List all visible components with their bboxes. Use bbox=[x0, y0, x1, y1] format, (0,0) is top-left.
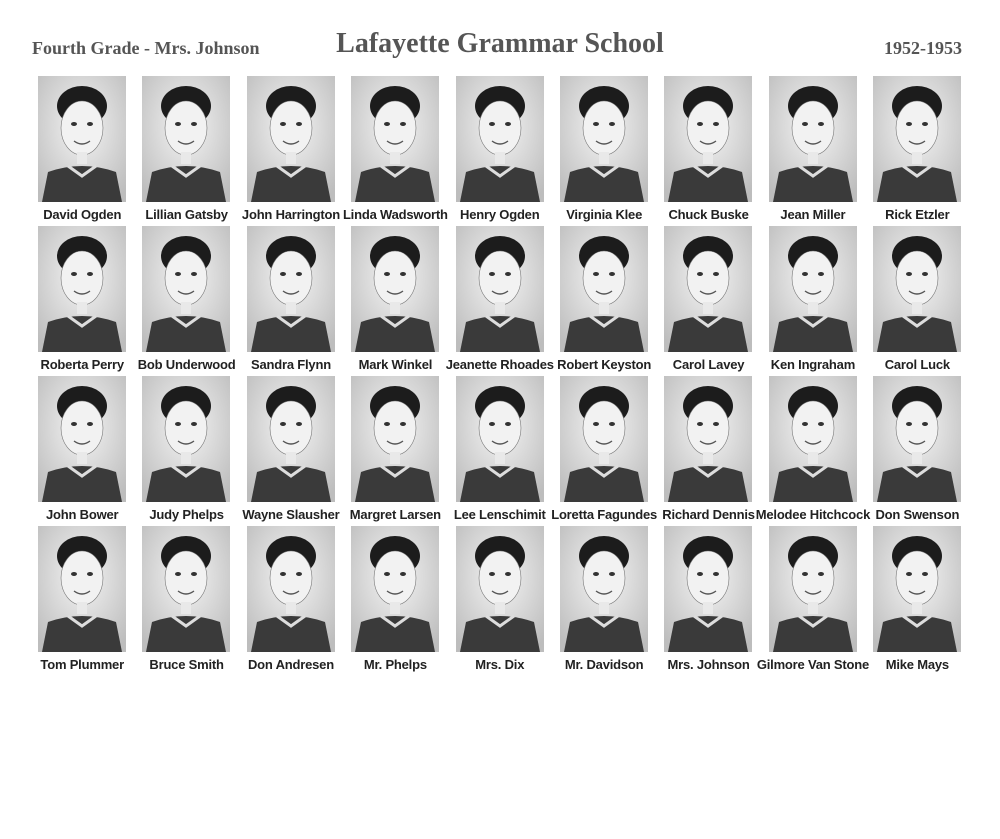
portrait-name: Mr. Phelps bbox=[363, 657, 427, 672]
school-title: Lafayette Grammar School bbox=[336, 28, 664, 59]
portrait-photo bbox=[38, 226, 126, 352]
portrait-card bbox=[756, 526, 870, 676]
portrait-name: Linda Wadsworth bbox=[342, 207, 448, 222]
portrait-card bbox=[552, 526, 656, 676]
school-year: 1952-1953 bbox=[884, 38, 962, 58]
portrait-photo bbox=[456, 376, 544, 502]
portrait-photo bbox=[664, 376, 752, 502]
portrait-photo bbox=[38, 376, 126, 502]
portrait-photo bbox=[247, 76, 335, 202]
portrait-name: Carol Lavey bbox=[672, 357, 745, 372]
portrait-card bbox=[761, 76, 865, 226]
portrait-card bbox=[656, 226, 760, 376]
portrait-photo bbox=[351, 76, 439, 202]
portrait-photo bbox=[769, 76, 857, 202]
portrait-card bbox=[656, 376, 760, 526]
portrait-photo bbox=[560, 76, 648, 202]
portrait-card bbox=[343, 76, 447, 226]
portrait-photo bbox=[664, 226, 752, 352]
portrait-card bbox=[30, 376, 134, 526]
portrait-name: Chuck Buske bbox=[668, 207, 749, 222]
portrait-name: Wayne Slausher bbox=[242, 507, 340, 522]
portrait-name: Lillian Gatsby bbox=[145, 207, 228, 222]
portrait-photo bbox=[38, 76, 126, 202]
portrait-photo bbox=[873, 376, 961, 502]
portrait-name: Mrs. Johnson bbox=[667, 657, 750, 672]
portrait-card bbox=[343, 526, 447, 676]
portrait-name: John Harrington bbox=[241, 207, 341, 222]
portrait-name: Gilmore Van Stone bbox=[756, 657, 870, 672]
portrait-card bbox=[755, 376, 871, 526]
portrait-photo bbox=[142, 376, 230, 502]
portrait-name: Don Swenson bbox=[875, 507, 960, 522]
portrait-name: Mark Winkel bbox=[358, 357, 433, 372]
portrait-photo bbox=[769, 376, 857, 502]
portrait-card bbox=[445, 226, 554, 376]
portrait-photo bbox=[38, 526, 126, 652]
portrait-card bbox=[134, 226, 238, 376]
portrait-name: Carol Luck bbox=[884, 357, 950, 372]
portrait-card bbox=[239, 376, 343, 526]
portrait-name: Margret Larsen bbox=[349, 507, 441, 522]
portrait-card bbox=[448, 76, 552, 226]
portrait-card bbox=[30, 76, 134, 226]
class-label: Fourth Grade - Mrs. Johnson bbox=[32, 38, 260, 58]
portrait-name: Melodee Hitchcock bbox=[755, 507, 871, 522]
portrait-card bbox=[865, 376, 969, 526]
portrait-name: Virginia Klee bbox=[566, 207, 643, 222]
portrait-name: Ken Ingraham bbox=[770, 357, 856, 372]
portrait-card bbox=[552, 76, 656, 226]
portrait-name: Henry Ogden bbox=[460, 207, 540, 222]
portrait-photo bbox=[456, 226, 544, 352]
portrait-photo bbox=[456, 76, 544, 202]
portrait-photo bbox=[560, 226, 648, 352]
portrait-photo bbox=[247, 226, 335, 352]
portrait-card bbox=[552, 226, 656, 376]
portrait-name: Judy Phelps bbox=[149, 507, 224, 522]
portrait-photo bbox=[664, 526, 752, 652]
portrait-photo bbox=[247, 376, 335, 502]
portrait-card bbox=[30, 226, 134, 376]
portrait-name: Roberta Perry bbox=[40, 357, 124, 372]
portrait-name: Mrs. Dix bbox=[475, 657, 525, 672]
portrait-name: Loretta Fagundes bbox=[551, 507, 658, 522]
portrait-photo bbox=[142, 76, 230, 202]
portrait-card bbox=[656, 76, 760, 226]
portrait-card bbox=[761, 226, 865, 376]
portrait-name: Richard Dennis bbox=[662, 507, 755, 522]
portrait-card bbox=[865, 226, 969, 376]
portrait-photo bbox=[664, 76, 752, 202]
portrait-card bbox=[865, 76, 969, 226]
portrait-name: Mike Mays bbox=[885, 657, 949, 672]
portrait-name: Sandra Flynn bbox=[251, 357, 331, 372]
portrait-card bbox=[134, 376, 238, 526]
portrait-card bbox=[656, 526, 760, 676]
portrait-photo bbox=[142, 526, 230, 652]
portrait-card bbox=[239, 526, 343, 676]
portrait-photo bbox=[351, 526, 439, 652]
portrait-name: Don Andresen bbox=[247, 657, 334, 672]
portrait-photo bbox=[769, 226, 857, 352]
portrait-name: Mr. Davidson bbox=[564, 657, 644, 672]
portrait-photo bbox=[456, 526, 544, 652]
portrait-card bbox=[552, 376, 656, 526]
portrait-photo bbox=[560, 526, 648, 652]
portrait-name: Bob Underwood bbox=[137, 357, 236, 372]
portrait-card bbox=[448, 526, 552, 676]
portrait-card bbox=[30, 526, 134, 676]
portrait-name: Tom Plummer bbox=[40, 657, 124, 672]
portrait-name: David Ogden bbox=[43, 207, 122, 222]
portrait-grid bbox=[30, 76, 970, 676]
portrait-name: Jean Miller bbox=[780, 207, 846, 222]
portrait-card bbox=[134, 76, 238, 226]
portrait-name: Bruce Smith bbox=[149, 657, 224, 672]
portrait-card bbox=[239, 226, 343, 376]
portrait-name: Jeanette Rhoades bbox=[445, 357, 554, 372]
portrait-photo bbox=[247, 526, 335, 652]
portrait-card bbox=[448, 376, 552, 526]
portrait-photo bbox=[351, 226, 439, 352]
portrait-card bbox=[343, 226, 447, 376]
portrait-photo bbox=[351, 376, 439, 502]
portrait-name: Rick Etzler bbox=[885, 207, 950, 222]
portrait-name: Robert Keyston bbox=[557, 357, 652, 372]
portrait-photo bbox=[560, 376, 648, 502]
portrait-photo bbox=[142, 226, 230, 352]
portrait-photo bbox=[769, 526, 857, 652]
portrait-photo bbox=[873, 226, 961, 352]
portrait-card bbox=[239, 76, 343, 226]
portrait-card bbox=[865, 526, 969, 676]
portrait-name: Lee Lenschimit bbox=[453, 507, 546, 522]
portrait-photo bbox=[873, 526, 961, 652]
portrait-card bbox=[343, 376, 447, 526]
portrait-name: John Bower bbox=[45, 507, 119, 522]
portrait-card bbox=[134, 526, 238, 676]
portrait-photo bbox=[873, 76, 961, 202]
